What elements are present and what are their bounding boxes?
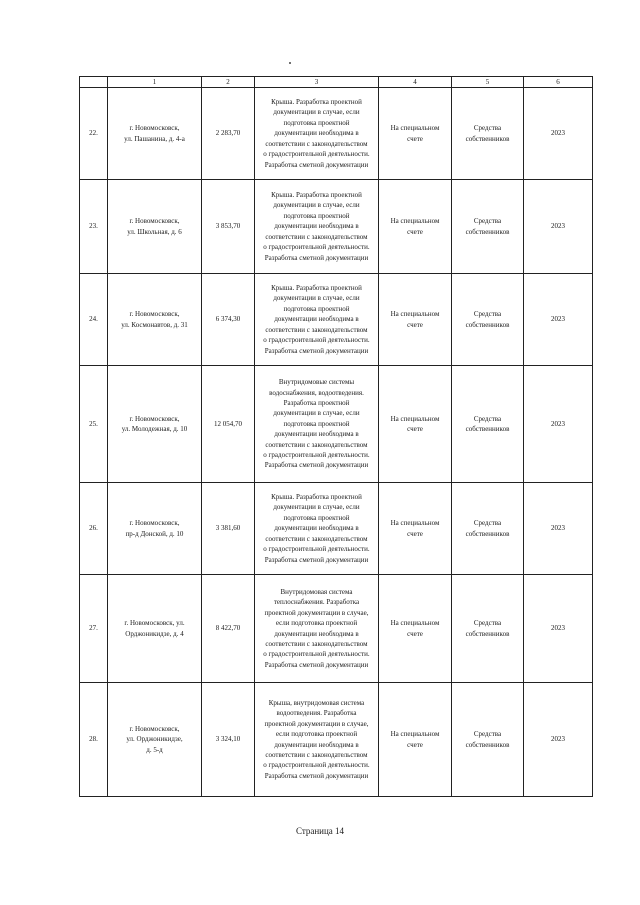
row-number: 28.: [80, 683, 108, 797]
header-cell-2: 2: [202, 77, 255, 88]
year-cell: 2023: [524, 88, 593, 180]
work-type-cell-line: документации в случае, если: [273, 409, 360, 418]
address-cell-line: ул. Орджоникидзе,: [126, 735, 183, 744]
address-cell-line: ул. Молодежная, д. 10: [121, 425, 188, 433]
work-type-cell: [255, 180, 379, 274]
account-cell-line: счете: [407, 425, 423, 433]
address-cell-line: г. Новомосковск,: [129, 217, 180, 226]
funding-source-cell-line: Средства: [473, 730, 502, 739]
work-type-cell-line: Крыша. Разработка проектной: [271, 191, 362, 200]
account-cell-line: На специальном: [390, 730, 440, 739]
work-type-cell-line: Разработка сметной документации: [264, 461, 369, 470]
row-number: 26.: [80, 483, 108, 575]
work-type-cell-line: документации необходима в: [274, 740, 359, 749]
year-cell: 2023: [524, 366, 593, 483]
work-type-cell-line: документации в случае, если: [273, 294, 360, 303]
work-type-cell-line: соответствии с законодательством: [265, 232, 368, 241]
account-cell-line: На специальном: [390, 414, 440, 423]
work-type-cell-line: если подготовка проектной: [275, 619, 358, 628]
work-type-cell-line: документации в случае, если: [273, 108, 360, 117]
funding-source-cell-line: собственников: [465, 529, 510, 538]
work-type-cell-line: документации необходима в: [274, 222, 359, 231]
work-type-cell: [255, 483, 379, 575]
work-type-cell-line: водоотведения. Разработка: [276, 709, 357, 718]
work-type-cell-line: если подготовка проектной: [275, 730, 358, 739]
work-type-cell-line: документации в случае, если: [273, 503, 360, 512]
header-cell-4: 4: [379, 77, 452, 88]
area-cell: 6 374,30: [202, 274, 255, 366]
funding-source-cell-line: Средства: [473, 310, 502, 319]
work-type-cell-line: подготовка проектной: [283, 211, 350, 220]
funding-source-cell-line: Средства: [473, 414, 502, 423]
table-row: [80, 88, 593, 180]
work-type-cell-line: подготовка проектной: [283, 304, 350, 313]
address-cell-line: ул. Школьная, д. 6: [127, 227, 182, 236]
page-number: Страница 14: [295, 826, 345, 836]
work-type-cell-line: подготовка проектной: [283, 419, 350, 428]
funding-source-cell: [452, 575, 524, 683]
work-type-cell-line: документации в случае, если: [273, 201, 360, 210]
work-type-cell-line: соответствии с законодательством: [265, 750, 368, 759]
funding-source-cell-line: собственников: [465, 227, 510, 236]
work-type-cell-line: документации необходима в: [274, 430, 359, 439]
year-cell: 2023: [524, 683, 593, 797]
funding-source-cell: [452, 683, 524, 797]
account-cell: [379, 683, 452, 797]
repair-program-table: [79, 76, 593, 797]
work-type-cell-line: проектной документации в случае,: [264, 719, 369, 728]
header-cell-5: 5: [452, 77, 524, 88]
account-cell-line: счете: [407, 134, 423, 143]
address-cell-line: ул. Космонавтов, д. 31: [121, 320, 188, 329]
work-type-cell-line: соответствии с законодательством: [265, 534, 368, 543]
work-type-cell-line: Внутридомовая система: [280, 587, 353, 596]
year-cell: 2023: [524, 483, 593, 575]
table-row: [80, 575, 593, 683]
work-type-cell-line: водоснабжения, водоотведения.: [269, 388, 364, 397]
address-cell: [108, 274, 202, 366]
work-type-cell: [255, 274, 379, 366]
work-type-cell-line: о градостроительной деятельности.: [263, 243, 370, 252]
address-cell: [108, 88, 202, 180]
work-type-cell-line: документации необходима в: [274, 629, 359, 638]
account-cell-line: На специальном: [390, 519, 440, 528]
work-type-cell-line: подготовка проектной: [283, 513, 350, 522]
funding-source-cell: [452, 88, 524, 180]
work-type-cell-line: Разработка сметной документации: [264, 346, 369, 355]
work-type-cell-line: о градостроительной деятельности.: [263, 545, 370, 554]
account-cell-line: На специальном: [390, 217, 440, 226]
funding-source-cell: [452, 274, 524, 366]
address-cell: [108, 575, 202, 683]
account-cell-line: счете: [407, 529, 423, 538]
header-cell-num-blank: [80, 77, 108, 88]
work-type-cell-line: о градостроительной деятельности.: [263, 451, 370, 460]
area-cell: 12 054,70: [202, 366, 255, 483]
work-type-cell-line: о градостроительной деятельности.: [263, 761, 370, 770]
funding-source-cell-line: собственников: [465, 740, 510, 749]
row-number: 22.: [80, 88, 108, 180]
funding-source-cell: [452, 483, 524, 575]
work-type-cell-line: Крыша. Разработка проектной: [271, 493, 362, 502]
work-type-cell: [255, 575, 379, 683]
work-type-cell-line: Разработка сметной документации: [264, 160, 369, 169]
funding-source-cell-line: Средства: [473, 217, 502, 226]
year-cell: 2023: [524, 575, 593, 683]
address-cell-line: г. Новомосковск,: [129, 519, 180, 528]
row-number: 24.: [80, 274, 108, 366]
work-type-cell-line: о градостроительной деятельности.: [263, 650, 370, 659]
scan-speck: [289, 62, 291, 64]
work-type-cell-line: документации необходима в: [274, 524, 359, 533]
work-type-cell-line: теплоснабжения. Разработка: [273, 598, 360, 607]
work-type-cell-line: документации необходима в: [274, 315, 359, 324]
work-type-cell-line: соответствии с законодательством: [265, 139, 368, 148]
funding-source-cell-line: Средства: [473, 124, 502, 133]
work-type-cell-line: Крыша. Разработка проектной: [271, 98, 362, 107]
account-cell: [379, 366, 452, 483]
work-type-cell-line: Разработка сметной документации: [264, 253, 369, 262]
area-cell: 8 422,70: [202, 575, 255, 683]
work-type-cell-line: о градостроительной деятельности.: [263, 336, 370, 345]
work-type-cell-line: подготовка проектной: [283, 118, 350, 127]
work-type-cell: [255, 366, 379, 483]
account-cell: [379, 88, 452, 180]
work-type-cell-line: Крыша. Разработка проектной: [271, 284, 362, 293]
header-cell-6: 6: [524, 77, 593, 88]
work-type-cell-line: Разработка проектной: [283, 398, 350, 407]
area-cell: 2 283,70: [202, 88, 255, 180]
address-cell-line: Орджоникидзе, д. 4: [125, 629, 184, 638]
funding-source-cell-line: Средства: [473, 619, 502, 628]
table-row: [80, 274, 593, 366]
work-type-cell-line: Разработка сметной документации: [264, 555, 369, 564]
row-number: 25.: [80, 366, 108, 483]
address-cell: [108, 483, 202, 575]
area-cell: 3 324,10: [202, 683, 255, 797]
account-cell: [379, 483, 452, 575]
funding-source-cell-line: собственников: [465, 320, 510, 329]
address-cell-line: г. Новомосковск,: [129, 310, 180, 319]
address-cell-line: г. Новомосковск,: [129, 724, 180, 733]
work-type-cell-line: Разработка сметной документации: [264, 771, 369, 780]
account-cell-line: счете: [407, 227, 423, 236]
account-cell-line: счете: [407, 629, 423, 638]
area-cell: 3 381,60: [202, 483, 255, 575]
account-cell-line: На специальном: [390, 124, 440, 133]
address-cell-line: г. Новомосковск,: [129, 414, 180, 423]
funding-source-cell: [452, 366, 524, 483]
row-number: 23.: [80, 180, 108, 274]
work-type-cell-line: соответствии с законодательством: [265, 440, 368, 449]
account-cell: [379, 180, 452, 274]
year-cell: 2023: [524, 274, 593, 366]
funding-source-cell-line: собственников: [465, 134, 510, 143]
address-cell-line: ул. Пашанина, д. 4-а: [124, 134, 185, 143]
account-cell-line: На специальном: [390, 310, 440, 319]
work-type-cell-line: Крыша, внутридомовая система: [268, 698, 365, 707]
work-type-cell-line: Разработка сметной документации: [264, 660, 369, 669]
table-row: [80, 483, 593, 575]
work-type-cell-line: Внутридомовые системы: [278, 378, 355, 387]
year-cell: 2023: [524, 180, 593, 274]
account-cell: [379, 274, 452, 366]
address-cell-line: пр-д Донской, д. 10: [125, 529, 184, 538]
address-cell-line: г. Новомосковск,: [129, 124, 180, 133]
work-type-cell-line: проектной документации в случае,: [264, 608, 369, 617]
funding-source-cell: [452, 180, 524, 274]
table-header-row: [80, 77, 593, 88]
account-cell: [379, 575, 452, 683]
work-type-cell-line: соответствии с законодательством: [265, 325, 368, 334]
header-cell-3: 3: [255, 77, 379, 88]
address-cell: [108, 366, 202, 483]
table-row: [80, 180, 593, 274]
work-type-cell-line: о градостроительной деятельности.: [263, 150, 370, 159]
account-cell-line: счете: [407, 320, 423, 329]
account-cell-line: На специальном: [390, 619, 440, 628]
work-type-cell-line: документации необходима в: [274, 129, 359, 138]
address-cell-line: г. Новомосковск, ул.: [124, 619, 185, 628]
work-type-cell: [255, 88, 379, 180]
area-cell: 3 853,70: [202, 180, 255, 274]
header-cell-1: 1: [108, 77, 202, 88]
table-row: [80, 366, 593, 483]
address-cell-line: д. 5-д: [146, 745, 163, 754]
funding-source-cell-line: собственников: [465, 629, 510, 638]
table-row: [80, 683, 593, 797]
work-type-cell: [255, 683, 379, 797]
work-type-cell-line: соответствии с законодательством: [265, 639, 368, 648]
funding-source-cell-line: Средства: [473, 519, 502, 528]
address-cell: [108, 180, 202, 274]
account-cell-line: счете: [407, 740, 423, 749]
row-number: 27.: [80, 575, 108, 683]
funding-source-cell-line: собственников: [465, 425, 510, 433]
address-cell: [108, 683, 202, 797]
